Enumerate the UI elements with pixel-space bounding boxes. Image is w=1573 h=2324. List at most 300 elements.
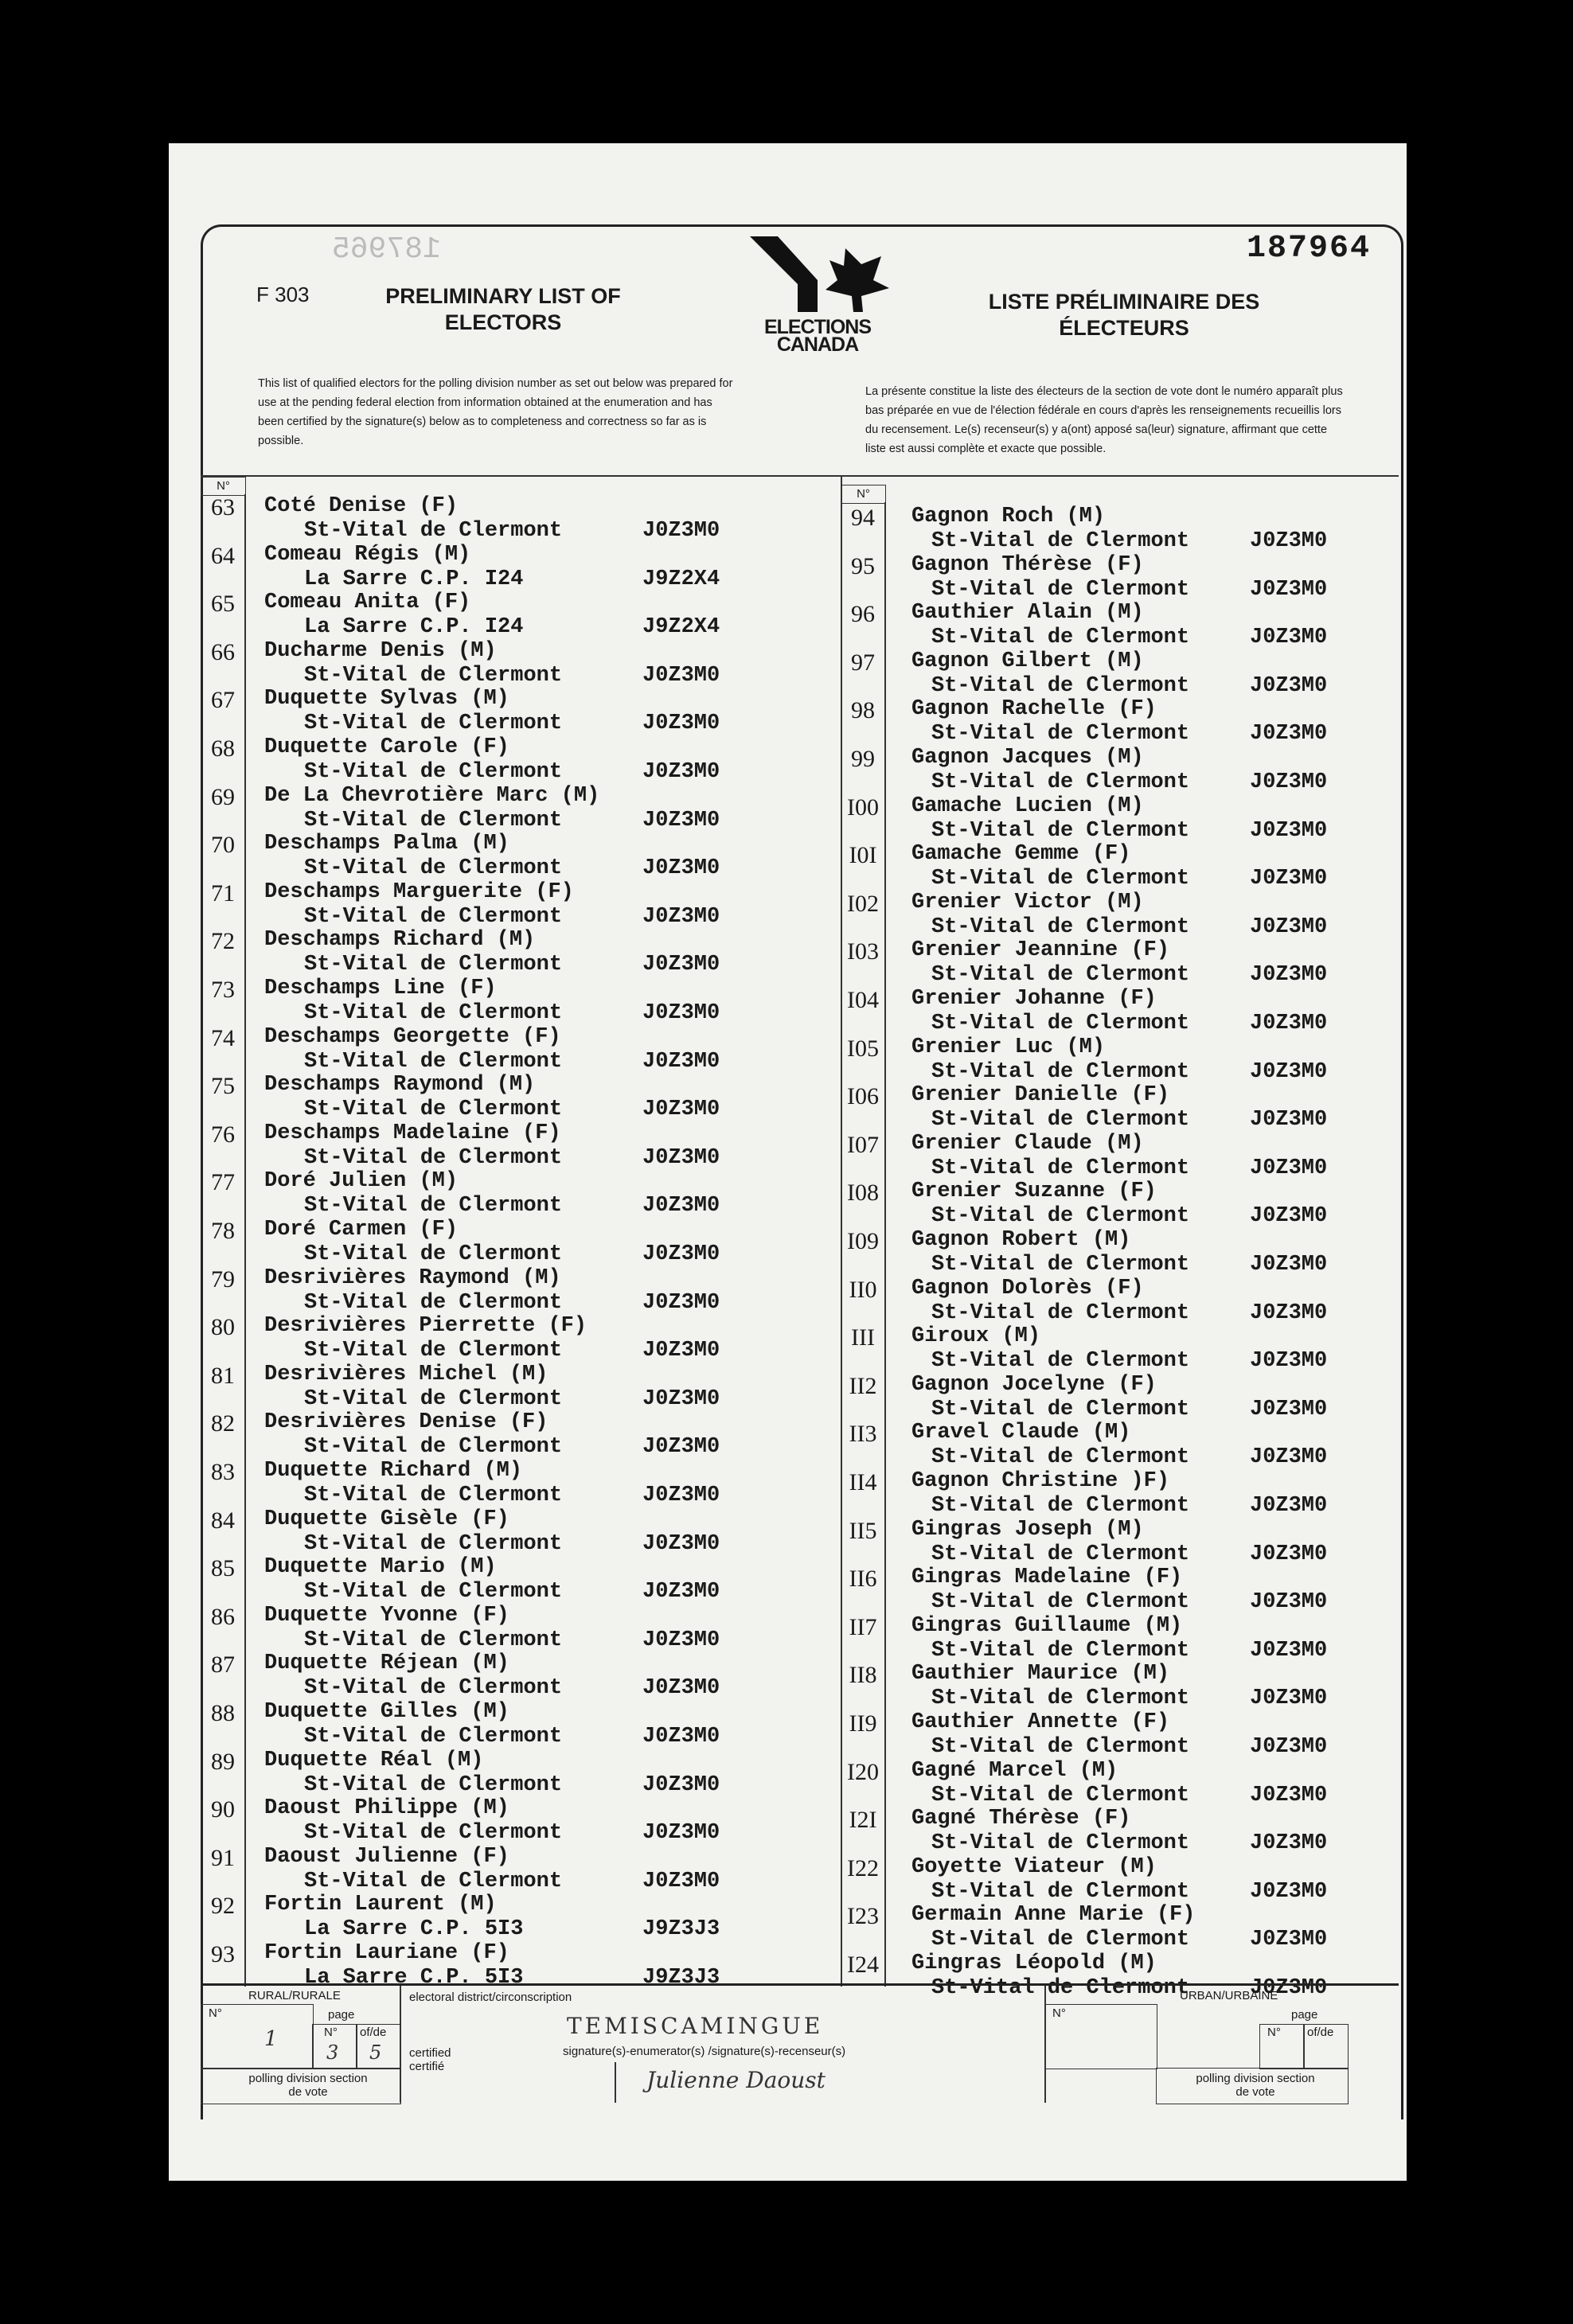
elector-entry [201,842,1399,890]
elector-number: III [851,1324,875,1351]
elector-postal-code: J0Z3M0 [642,904,720,929]
title-french: LISTE PRÉLIMINAIRE DES ÉLECTEURS [988,290,1260,340]
elector-postal-code: J0Z3M0 [1250,1783,1328,1807]
elector-entry [201,601,1399,649]
elector-number: II6 [849,1566,877,1593]
elector-postal-code: J0Z3M0 [642,1676,720,1701]
elector-entry [201,1180,1399,1227]
elector-name: Duquette Réjean (M) [264,1651,509,1676]
elector-postal-code: J9Z2X4 [642,567,720,591]
urban-page-no-label: N° [1267,2026,1281,2039]
elector-postal-code: J0Z3M0 [642,1194,720,1219]
elector-address: St-Vital de Clermont [931,1156,1190,1180]
elector-address: St-Vital de Clermont [931,1300,1190,1325]
elector-address: St-Vital de Clermont [931,1012,1190,1035]
elector-number: II5 [849,1517,877,1544]
elector-name: Gagnon Gilbert (M) [911,649,1144,673]
elector-number: 91 [211,1844,235,1871]
elector-address: St-Vital de Clermont [304,1001,563,1025]
elector-entry [201,697,1399,745]
elector-name: Gagnon Christine )F) [911,1469,1170,1493]
elector-entry [201,1518,1399,1566]
elector-postal-code: J0Z3M0 [642,1098,720,1122]
elector-number: I02 [847,890,879,917]
elector-number: II2 [849,1372,877,1399]
elector-postal-code: J0Z3M0 [642,1484,720,1507]
elector-number: 76 [211,1121,235,1148]
elector-postal-code: J0Z3M0 [642,1049,720,1074]
elector-name: Germain Anne Marie (F) [911,1903,1196,1928]
elector-postal-code: J0Z3M0 [642,1435,720,1460]
elector-address: St-Vital de Clermont [931,1831,1190,1856]
intro-text-english: This list of qualified electors for the polling division number as set out below was prepared for use at the pending federal election from information obtained at the enumeration and has been certified by the signature(s) below as to completeness and correctness so far as is possible. [258,377,733,447]
elector-entry [201,1807,1399,1854]
elector-number: I00 [847,794,879,821]
of-value: 5 [369,2041,382,2064]
form-sheet [169,143,1407,2181]
elector-number: 63 [211,494,235,521]
urban-of-label: of/de [1307,2026,1334,2039]
elector-address: St-Vital de Clermont [931,1059,1190,1084]
elector-address: St-Vital de Clermont [931,914,1190,939]
elections-canada-logo [742,232,893,356]
elector-number: I24 [847,1952,879,1978]
elector-address: La Sarre C.P. 5I3 [304,1917,524,1942]
elector-postal-code: J0Z3M0 [642,1772,720,1797]
elector-postal-code: J0Z3M0 [1250,1059,1328,1084]
elector-address: St-Vital de Clermont [931,722,1190,747]
elector-address: St-Vital de Clermont [304,1386,563,1411]
elector-postal-code: J0Z3M0 [1250,818,1328,843]
elector-postal-code: J0Z3M0 [642,1869,720,1893]
elector-address: St-Vital de Clermont [931,770,1190,794]
elector-entry [201,1566,1399,1613]
elector-postal-code: J0Z3M0 [642,1001,720,1025]
divider [400,1986,401,2103]
elector-postal-code: J0Z3M0 [1250,1012,1328,1035]
elector-number: 82 [211,1410,235,1437]
urban-label: URBAN/URBAINE [1180,1989,1278,2002]
elector-number: 72 [211,928,235,955]
elector-address: St-Vital de Clermont [931,1590,1190,1615]
elector-postal-code: J0Z3M0 [1250,529,1328,553]
elector-address: St-Vital de Clermont [304,904,563,929]
elector-name: Duquette Mario (M) [264,1555,497,1580]
elector-name: Deschamps Marguerite (F) [264,879,574,904]
elector-name: Gamache Gemme (F) [911,842,1131,867]
elector-postal-code: J0Z3M0 [1250,1542,1328,1566]
elector-name: Gravel Claude (M) [911,1421,1131,1445]
elector-address: St-Vital de Clermont [931,1253,1190,1277]
elector-name: Duquette Sylvas (M) [264,687,509,712]
elector-postal-code: J0Z3M0 [1250,1253,1328,1277]
elector-address: St-Vital de Clermont [931,1735,1190,1759]
elector-entry [201,1132,1399,1180]
elector-number: 90 [211,1796,235,1823]
elector-name: Duquette Réal (M) [264,1748,484,1772]
elector-number: 81 [211,1362,235,1389]
elector-postal-code: J0Z3M0 [642,663,720,688]
rural-label: RURAL/RURALE [248,1989,341,2002]
elector-number: I2I [849,1807,877,1834]
elector-address: St-Vital de Clermont [931,1397,1190,1421]
of-label: of/de [360,2026,387,2039]
elector-address: La Sarre C.P. I24 [304,615,524,640]
elector-name: Gingras Léopold (M) [911,1952,1157,1975]
elector-number: 85 [211,1555,235,1582]
elector-postal-code: J0Z3M0 [642,856,720,881]
elector-entry [201,794,1399,842]
elector-name: Desrivières Raymond (M) [264,1265,561,1290]
elector-address: La Sarre C.P. 5I3 [304,1966,524,1990]
elector-name: Daoust Julienne (F) [264,1844,509,1869]
elector-postal-code: J0Z3M0 [1250,1397,1328,1421]
elector-postal-code: J0Z3M0 [642,953,720,977]
elector-address: St-Vital de Clermont [931,1108,1190,1133]
elector-address: St-Vital de Clermont [931,963,1190,988]
elector-entry [201,1855,1399,1903]
elector-number: I07 [847,1131,879,1158]
elector-entry [201,1277,1399,1324]
elector-number: 89 [211,1748,235,1775]
elector-name: Gagnon Jocelyne (F) [911,1372,1157,1397]
elector-address: St-Vital de Clermont [931,1783,1190,1807]
form-footer [201,1983,1399,2127]
col-header-no-right: N° [841,485,886,504]
elector-entry [201,505,1399,552]
elector-postal-code: J0Z3M0 [1250,867,1328,891]
elector-entry [201,1324,1399,1372]
elector-name: Gagnon Dolorès (F) [911,1276,1144,1300]
elector-entry [201,1421,1399,1468]
elector-address: St-Vital de Clermont [304,1098,563,1122]
elector-address: La Sarre C.P. I24 [304,567,524,591]
elector-entry [201,938,1399,986]
elector-entry [201,891,1399,938]
elector-entry [201,1035,1399,1083]
elector-address: St-Vital de Clermont [304,760,563,784]
elector-postal-code: J0Z3M0 [1250,963,1328,988]
elector-number: 65 [211,591,235,618]
elector-name: Comeau Régis (M) [264,542,471,567]
elector-name: Deschamps Georgette (F) [264,1024,561,1049]
elector-postal-code: J0Z3M0 [1250,1976,1328,2000]
elector-address: St-Vital de Clermont [931,529,1190,553]
elector-entry [201,1083,1399,1131]
elector-name: Fortin Lauriane (F) [264,1941,509,1965]
elector-number: 95 [851,552,875,579]
elector-postal-code: J0Z3M0 [1250,1349,1328,1374]
urban-page-label: page [1291,2008,1318,2022]
elector-name: De La Chevrotière Marc (M) [264,783,600,808]
elector-number: I0I [849,842,877,869]
signature-label: signature(s)-enumerator(s) /signature(s)-recenseur(s) [563,2045,846,2058]
col-header-no-left: N° [201,477,246,496]
intro-text-french: La présente constitue la liste des électeurs de la section de vote dont le numéro apparaît plus bas préparée en vue de l'élection fédérale en cours d'après les renseignements recueillis lors du recensement. Le(s) recenseur(s) y a(ont) apposé sa(leur) signature, affirmant que cette liste est aussi complète et exacte que possible. [865,385,1343,455]
elector-address: St-Vital de Clermont [931,1349,1190,1374]
elector-address: St-Vital de Clermont [931,1204,1190,1229]
elector-address: St-Vital de Clermont [931,1976,1190,2000]
divider [615,2062,616,2103]
elector-number: I05 [847,1035,879,1062]
elector-address: St-Vital de Clermont [931,1494,1190,1518]
rural-no-label: N° [209,2006,222,2020]
elector-entry [201,1469,1399,1517]
elector-name: Gauthier Annette (F) [911,1710,1170,1734]
elector-number: I04 [847,987,879,1013]
certified-label: certified certifié [409,2046,451,2073]
elector-number: 70 [211,832,235,859]
elector-name: Giroux (M) [911,1324,1041,1349]
elector-number: I03 [847,938,879,965]
elector-name: Desrivières Denise (F) [264,1410,548,1435]
elector-name: Gamache Lucien (M) [911,794,1144,818]
elector-entry [201,1614,1399,1662]
elector-number: 74 [211,1024,235,1051]
elector-name: Grenier Claude (M) [911,1131,1144,1156]
elector-number: 84 [211,1507,235,1534]
elector-address: St-Vital de Clermont [304,1049,563,1074]
elector-postal-code: J9Z3J3 [642,1917,720,1942]
elector-address: St-Vital de Clermont [931,1686,1190,1711]
elector-postal-code: J0Z3M0 [642,1628,720,1652]
elector-number: 88 [211,1700,235,1726]
page-value: 3 [326,2041,339,2064]
elector-name: Grenier Victor (M) [911,890,1144,914]
elector-name: Duquette Gilles (M) [264,1700,509,1724]
elector-address: St-Vital de Clermont [304,856,563,881]
title-english: PRELIMINARY LIST OF ELECTORS [385,284,621,334]
elector-name: Duquette Carole (F) [264,735,509,759]
elector-address: St-Vital de Clermont [931,867,1190,891]
elector-name: Grenier Jeannine (F) [911,938,1170,963]
ghost-serial: 187965 [332,232,441,267]
elector-postal-code: J0Z3M0 [1250,1494,1328,1518]
elector-name: Gingras Guillaume (M) [911,1613,1183,1638]
elector-address: St-Vital de Clermont [931,818,1190,843]
elector-entry [201,1228,1399,1276]
elector-number: II0 [849,1276,877,1303]
elector-name: Grenier Danielle (F) [911,1083,1170,1108]
elector-postal-code: J9Z2X4 [642,615,720,640]
elector-entry [201,1710,1399,1758]
elector-name: Deschamps Richard (M) [264,928,536,953]
elector-number: II7 [849,1613,877,1640]
elector-address: St-Vital de Clermont [304,1531,563,1556]
elector-number: 75 [211,1073,235,1100]
elector-entry [201,1373,1399,1421]
elector-postal-code: J0Z3M0 [642,712,720,736]
elector-address: St-Vital de Clermont [304,663,563,688]
form-number: F 303 [256,283,310,306]
elector-postal-code: J0Z3M0 [1250,1638,1328,1663]
elector-postal-code: J0Z3M0 [642,519,720,543]
elector-postal-code: J0Z3M0 [1250,1928,1328,1952]
elector-address: St-Vital de Clermont [304,1628,563,1652]
elector-postal-code: J0Z3M0 [642,1290,720,1315]
elector-name: Gagnon Jacques (M) [911,746,1144,770]
elector-name: Fortin Laurent (M) [264,1893,497,1917]
elector-address: St-Vital de Clermont [304,1725,563,1749]
elector-entry [201,987,1399,1035]
elector-number: 92 [211,1893,235,1920]
elector-address: St-Vital de Clermont [304,712,563,736]
elector-name: Gauthier Alain (M) [911,601,1144,626]
elector-number: I23 [847,1903,879,1930]
elector-postal-code: J0Z3M0 [1250,1590,1328,1615]
elector-number: 77 [211,1169,235,1196]
elector-name: Gauthier Maurice (M) [911,1662,1170,1686]
urban-page-cell [1259,2024,1305,2069]
elector-number: 87 [211,1651,235,1679]
elector-name: Gingras Madelaine (F) [911,1566,1183,1590]
elector-name: Daoust Philippe (M) [264,1796,509,1821]
elector-entry [201,746,1399,794]
elector-postal-code: J0Z3M0 [1250,722,1328,747]
elector-postal-code: J0Z3M0 [642,1725,720,1749]
elector-address: St-Vital de Clermont [304,519,563,543]
elector-number: 64 [211,542,235,569]
elector-postal-code: J0Z3M0 [1250,1686,1328,1711]
signature-value: Julienne Daoust [646,2067,826,2093]
elector-address: St-Vital de Clermont [304,1676,563,1701]
elector-name: Gagné Marcel (M) [911,1758,1118,1783]
elector-number: 79 [211,1265,235,1293]
elector-name: Ducharme Denis (M) [264,638,497,663]
elector-name: Duquette Gisèle (F) [264,1507,509,1531]
elector-entry [201,1662,1399,1710]
elector-name: Coté Denise (F) [264,494,459,518]
elector-postal-code: J0Z3M0 [1250,1108,1328,1133]
elector-name: Doré Julien (M) [264,1169,459,1194]
elector-postal-code: J0Z3M0 [642,760,720,784]
elector-number: 99 [851,746,875,772]
elector-address: St-Vital de Clermont [931,1445,1190,1470]
elector-postal-code: J0Z3M0 [1250,1735,1328,1759]
elector-name: Comeau Anita (F) [264,591,471,615]
elector-address: St-Vital de Clermont [931,673,1190,698]
elector-number: II4 [849,1469,877,1495]
elector-name: Desrivières Pierrette (F) [264,1314,587,1339]
elector-address: St-Vital de Clermont [304,1869,563,1893]
elector-postal-code: J0Z3M0 [1250,577,1328,602]
elector-number: I08 [847,1180,879,1207]
elector-number: 97 [851,649,875,676]
elector-address: St-Vital de Clermont [304,808,563,833]
elector-name: Gagnon Roch (M) [911,505,1106,528]
elector-name: Deschamps Raymond (M) [264,1073,536,1098]
district-value: TEMISCAMINGUE [567,2013,824,2039]
elector-postal-code: J0Z3M0 [1250,1300,1328,1325]
elector-number: 94 [851,505,875,531]
elector-address: St-Vital de Clermont [304,1339,563,1363]
elector-number: 93 [211,1941,235,1967]
elector-postal-code: J0Z3M0 [1250,1879,1328,1904]
elector-number: I09 [847,1228,879,1254]
elector-number: 66 [211,638,235,665]
elector-address: St-Vital de Clermont [304,1484,563,1507]
urban-polling-label: polling division section de vote [1196,2072,1315,2099]
elector-name: Deschamps Madelaine (F) [264,1121,561,1145]
elector-name: Goyette Viateur (M) [911,1854,1157,1879]
elector-postal-code: J0Z3M0 [642,1531,720,1556]
elector-postal-code: J0Z3M0 [642,1580,720,1605]
elector-postal-code: J0Z3M0 [642,1242,720,1266]
elector-postal-code: J0Z3M0 [1250,1156,1328,1180]
elector-number: I20 [847,1758,879,1785]
district-label: electoral district/circonscription [409,1991,572,2004]
elector-name: Grenier Suzanne (F) [911,1180,1157,1204]
elector-name: Grenier Johanne (F) [911,987,1157,1011]
elector-address: St-Vital de Clermont [304,1821,563,1846]
logo-text: ELECTIONS CANADA [763,316,872,356]
elector-entry [201,649,1399,697]
elector-postal-code: J0Z3M0 [1250,1204,1328,1229]
elector-address: St-Vital de Clermont [931,1542,1190,1566]
elector-address: St-Vital de Clermont [304,1194,563,1219]
elector-address: St-Vital de Clermont [304,1145,563,1170]
elector-postal-code: J0Z3M0 [642,1145,720,1170]
elector-name: Desrivières Michel (M) [264,1362,548,1386]
elector-postal-code: J0Z3M0 [1250,914,1328,939]
elector-address: St-Vital de Clermont [931,577,1190,602]
elector-name: Grenier Luc (M) [911,1035,1106,1059]
elector-name: Deschamps Line (F) [264,977,497,1000]
elector-name: Duquette Yvonne (F) [264,1603,509,1628]
elector-number: 73 [211,977,235,1003]
elector-name: Duquette Richard (M) [264,1459,523,1483]
elector-name: Gagnon Rachelle (F) [911,697,1157,722]
page-label: page [328,2008,355,2022]
elector-name: Gagné Thérèse (F) [911,1807,1131,1831]
urban-no-label: N° [1052,2006,1066,2020]
elector-entry [201,1759,1399,1807]
elector-postal-code: J0Z3M0 [642,1821,720,1846]
elector-number: 86 [211,1603,235,1630]
elector-number: 80 [211,1314,235,1341]
elector-number: 98 [851,697,875,724]
elector-postal-code: J9Z3J3 [642,1966,720,1990]
elector-postal-code: J0Z3M0 [1250,626,1328,650]
elector-address: St-Vital de Clermont [304,1290,563,1315]
page-no-label: N° [324,2026,338,2039]
elector-entry [201,1903,1399,1951]
elector-address: St-Vital de Clermont [304,1772,563,1797]
elector-postal-code: J0Z3M0 [1250,673,1328,698]
elector-address: St-Vital de Clermont [304,1435,563,1460]
elector-name: Gingras Joseph (M) [911,1517,1144,1542]
elector-name: Gagnon Thérèse (F) [911,552,1144,577]
elector-number: 83 [211,1459,235,1485]
elector-number: 96 [851,601,875,628]
elector-number: 68 [211,735,235,762]
elector-number: II9 [849,1710,877,1737]
elector-postal-code: J0Z3M0 [642,1386,720,1411]
elector-postal-code: J0Z3M0 [1250,1831,1328,1856]
elector-number: I06 [847,1083,879,1110]
polling-no-value: 1 [264,2027,278,2051]
elector-address: St-Vital de Clermont [304,1580,563,1605]
elector-address: St-Vital de Clermont [304,953,563,977]
serial-number: 187964 [1246,231,1371,267]
elector-postal-code: J0Z3M0 [642,1339,720,1363]
elector-postal-code: J0Z3M0 [1250,770,1328,794]
elector-entry [201,553,1399,601]
elector-number: II3 [849,1421,877,1448]
elector-postal-code: J0Z3M0 [642,808,720,833]
elector-number: 78 [211,1218,235,1244]
elector-address: St-Vital de Clermont [931,1879,1190,1904]
